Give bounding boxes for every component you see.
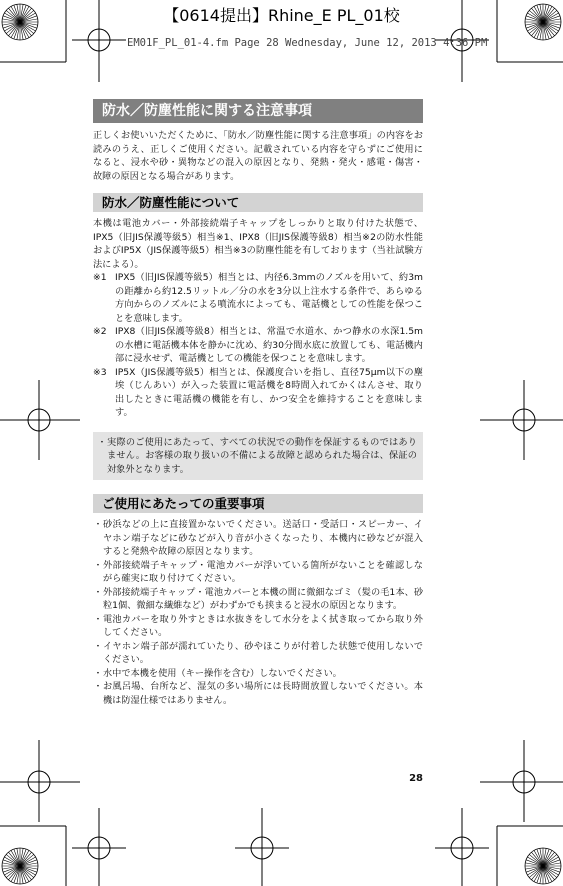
notice-item: [97, 436, 417, 477]
footnote-text: IP5X（JIS保護等級5）相当とは、保護度合いを指し、直径75μm以下の塵埃（じんあい）が入った装置に電話機を8時間入れてかくはんさせ、取り出したときに電話機の機能を有し、かつ安全を維持することを意味します。: [115, 366, 423, 418]
list-item-text: 砂浜などの上に直接置かないでください。送話口・受話口・スピーカー、イヤホン端子などに砂などが入り音が小さくなったり、本機内に砂などが混入すると発熱や故障の原因となります。: [103, 519, 423, 557]
bullet: ・: [93, 586, 103, 598]
waterproof-body: 本機は電池カバー・外部接続端子キャップをしっかりと取り付けた状態で、IPX5（旧JIS保護等級5）相当※1、IPX8（旧JIS保護等級8）相当※2の防水性能およびIP5X（JIS保護等級5）相当※3の防塵性能を有しております（当社試験方法による）。: [93, 218, 423, 270]
registration-mark-right: [480, 380, 563, 460]
footnote-text: IPX8（旧JIS保護等級8）相当とは、常温で水道水、かつ静水の水深1.5mの水槽に電話機本体を静かに沈め、約30分間水底に放置しても、電話機内部に浸水せず、電話機としての機能を保つことを意味します。: [115, 326, 423, 364]
bullet: ・: [93, 667, 103, 679]
registration-mark-lower-left: [0, 740, 80, 822]
bullet: ・: [93, 681, 103, 692]
important-list: [93, 518, 423, 707]
list-item: [93, 640, 423, 667]
bullet: ・: [93, 613, 103, 625]
registration-mark-left: [0, 380, 80, 460]
footnote-mark: ※1: [93, 272, 107, 283]
waterproof-heading: 防水／防塵性能について: [93, 193, 423, 212]
list-item-text: 外部接続端子キャップ・電池カバーと本機の間に微細なゴミ（髪の毛1本、砂粒1個、微細な繊維など）がわずかでも挟まると浸水の原因となります。: [103, 586, 424, 611]
list-item: [93, 586, 423, 613]
footnote-1: [93, 271, 423, 325]
registration-mark-bottom-left: [72, 808, 126, 886]
list-item-text: お風呂場、台所など、湿気の多い場所には長時間放置しないでください。本機は防湿仕様ではありません。: [103, 681, 423, 706]
bullet: ・: [93, 640, 103, 652]
registration-mark-bottom-right: [435, 808, 489, 886]
list-item: [93, 613, 423, 640]
list-item-text: 外部接続端子キャップ・電池カバーが浮いている箇所がないことを確認しながら確実に取り付けてください。: [103, 559, 423, 584]
footnote-3: [93, 366, 423, 420]
important-heading: ご使用にあたっての重要事項: [93, 494, 423, 513]
print-header-title: 【0614提出】Rhine_E PL_01校: [163, 6, 400, 25]
page-number: 28: [409, 773, 423, 784]
list-item: [93, 559, 423, 586]
notice-box: [93, 432, 423, 481]
bullet: ・: [93, 559, 103, 571]
page-content: [93, 99, 423, 707]
intro-paragraph: 正しくお使いいただくために、「防水／防塵性能に関する注意事項」の内容をお読みのうえ、正しくご使用ください。記載されている内容を守らずにご使用になると、浸水や砂・異物などの混入の原因となり、発熱・発火・感電・傷害・故障の原因となる場合があります。: [93, 130, 423, 182]
main-heading: 防水／防塵性能に関する注意事項: [93, 99, 423, 123]
registration-mark-lower-right: [480, 740, 563, 822]
footnote-mark: ※2: [93, 326, 107, 337]
print-file-info: EM01F_PL_01-4.fm Page 28 Wednesday, June 12, 2013 4:36 PM: [127, 37, 488, 49]
list-item: [93, 680, 423, 707]
footnote-mark: ※3: [93, 366, 107, 378]
notice-text: 実際のご使用にあたって、すべての状況での動作を保証するものではありません。お客様の取り扱いの不備による故障と認められた場合は、保証の対象外となります。: [107, 436, 417, 475]
registration-mark-bottom-center: [235, 808, 289, 886]
list-item-text: イヤホン端子部が濡れていたり、砂やほこりが付着した状態で使用しないでください。: [103, 640, 423, 665]
list-item-text: 電池カバーを取り外すときは水抜きをして水分をよく拭き取ってから取り外してください。: [103, 613, 423, 638]
footnote-2: [93, 325, 423, 366]
bullet: ・: [93, 519, 103, 530]
list-item: [93, 518, 423, 559]
footnote-text: IPX5（旧JIS保護等級5）相当とは、内径6.3mmのノズルを用いて、約3mの距離から約12.5リットル／分の水を3分以上注水する条件で、あらゆる方向からのノズルによる噴流水によっても、電話機としての性能を保つことを意味します。: [115, 272, 423, 324]
list-item: [93, 667, 423, 681]
list-item-text: 水中で本機を使用（キー操作を含む）しないでください。: [103, 667, 342, 679]
bullet: ・: [97, 436, 107, 448]
